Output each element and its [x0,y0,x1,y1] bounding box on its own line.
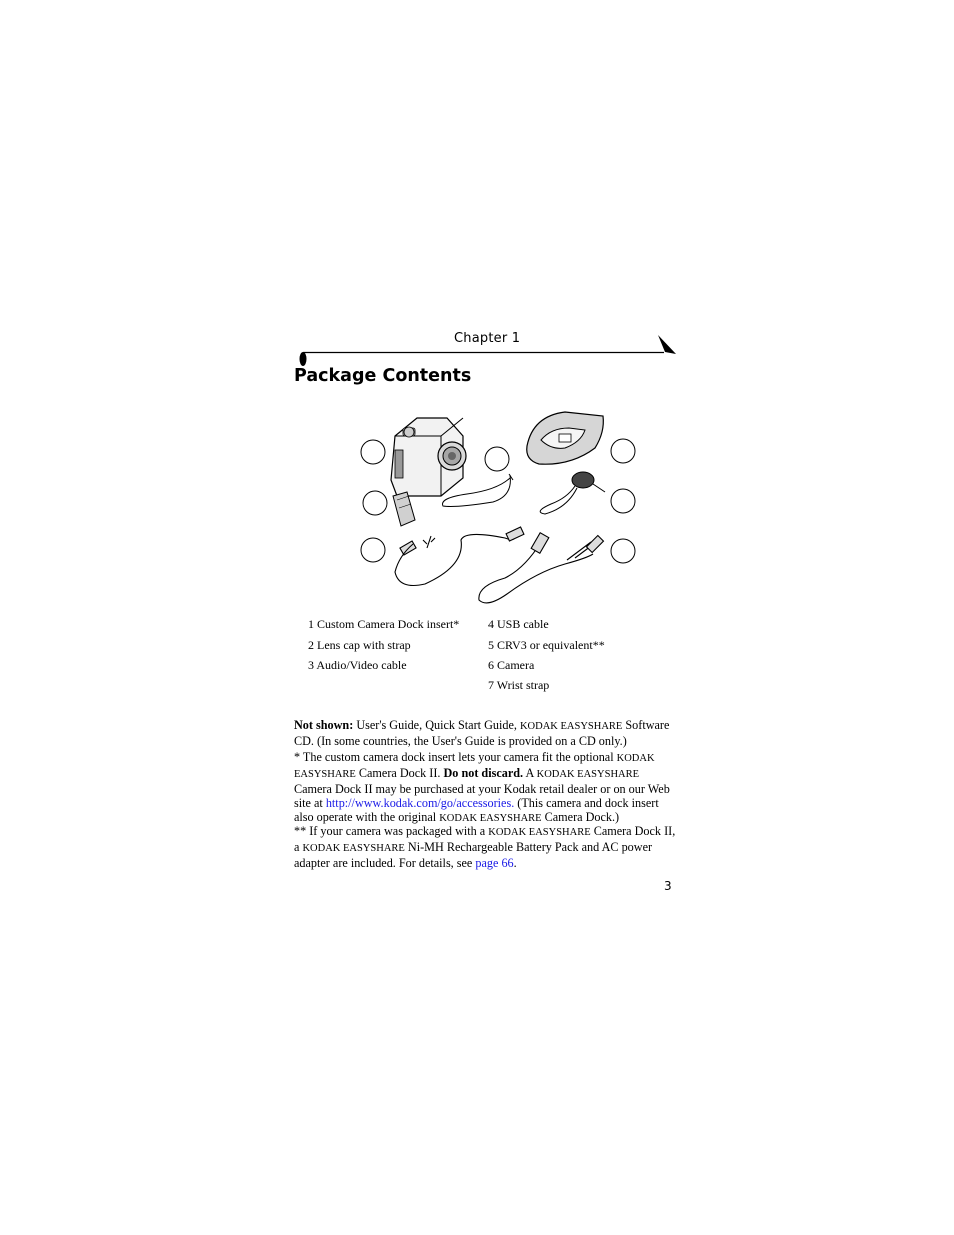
dock-note-text-1: * The custom camera dock insert lets your camera fit the optional [294,750,617,764]
item-crv3-battery: 5 CRV3 or equivalent** [488,638,605,652]
callout-circle-1 [361,440,385,464]
battery-pack-note [294,824,679,870]
item-camera: 6 Camera [488,658,535,672]
callout-circle-2 [363,491,387,515]
dock-note-brand-1: KODAK EASYSHARE [294,753,655,780]
battery-note-brand-2: KODAK EASYSHARE [302,843,405,854]
lens-cap-drawing [540,472,605,514]
item-wrist-strap: 7 Wrist strap [488,678,550,692]
dock-note-brand-3: KODAK EASYSHARE [439,813,542,824]
dock-note-brand-2: KODAK EASYSHARE [536,769,640,780]
item-custom-camera-dock-insert: 1 Custom Camera Dock insert* [308,617,460,631]
dock-note-text-2: Camera Dock II. [355,766,444,780]
battery-note-text-2: Camera Dock II, a [294,824,676,854]
not-shown-text-1: User's Guide, Quick Start Guide, [353,718,520,732]
package-items-list [308,617,648,697]
battery-note-brand-1: KODAK EASYSHARE [488,827,591,838]
do-not-discard-warning: Do not discard. [443,766,524,780]
not-shown-label: Not shown: [294,718,354,732]
package-contents-illustration [355,408,645,608]
accessories-link[interactable]: http://www.kodak.com/go/accessories. [325,796,515,810]
not-shown-text-2: Software CD. (In some countries, the User's Guide is provided on a CD only.) [294,718,670,748]
not-shown-brand: KODAK EASYSHARE [519,721,623,732]
dock-note-text-6: Camera Dock.) [541,810,620,824]
callout-circle-7 [611,539,635,563]
header-bullet [300,352,307,366]
callout-circle-6 [611,489,635,513]
callout-circle-5 [611,439,635,463]
av-cable-drawing [479,533,604,603]
not-shown-note [294,718,679,748]
callout-circle-4 [485,447,509,471]
chapter-label: Chapter 1 [454,331,521,346]
usb-cable-drawing [395,527,524,586]
dock-note-text-4: Camera Dock II may be purchased at your Kodak retail dealer or on our Web site at [294,782,670,810]
dock-insert-note [294,750,679,826]
battery-drawing [393,492,415,526]
item-audio-video-cable: 3 Audio/Video cable [308,658,407,672]
item-lens-cap: 2 Lens cap with strap [308,638,411,652]
dock-note-text-3: A [523,766,537,780]
callout-circle-3 [361,538,385,562]
camera-drawing [391,418,466,496]
battery-note-text-1: ** If your camera was packaged with a [294,824,489,838]
page-number: 3 [664,879,672,893]
section-title: Package Contents [294,366,472,386]
dock-insert-drawing [527,412,604,464]
header-arrow [658,335,676,354]
page-66-link[interactable]: page 66 [475,856,514,870]
dock-note-text-5: (This camera and dock insert also operate with the original [294,796,659,824]
battery-note-text-4: . [513,856,517,870]
battery-note-text-3: Ni-MH Rechargeable Battery Pack and AC power adapter are included. For details, see [294,840,653,870]
item-usb-cable: 4 USB cable [488,617,549,631]
